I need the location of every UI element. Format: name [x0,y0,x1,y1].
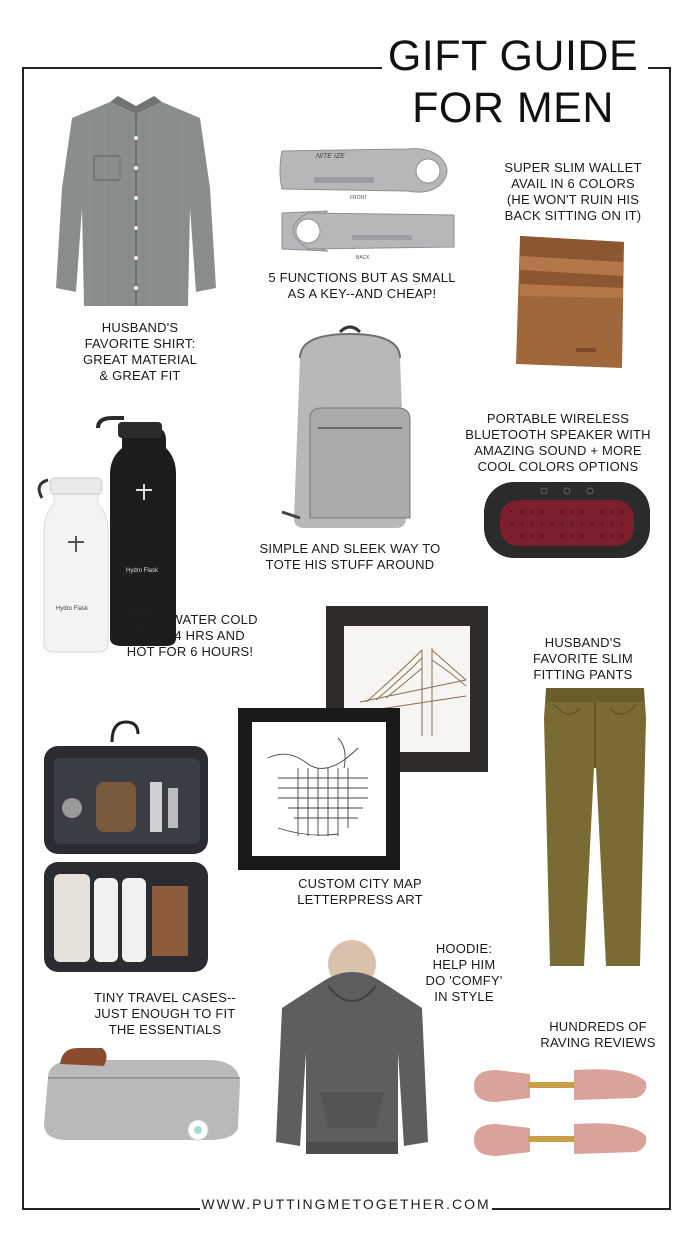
shoe-trees-caption: HUNDREDS OF RAVING REVIEWS [540,1019,656,1050]
shoe-trees-image[interactable] [470,1064,650,1162]
frame-top-right [648,67,670,69]
keytool-image[interactable] [278,143,458,263]
shirt-caption: HUSBAND'S FAVORITE SHIRT: GREAT MATERIAL & GREAT FIT [82,320,198,383]
hoodie-caption: HOODIE: HELP HIM DO 'COMFY' IN STYLE [425,941,503,1004]
backpack-caption: SIMPLE AND SLEEK WAY TO TOTE HIS STUFF AROUND [259,541,441,572]
keytool-front-label: FRONT [350,195,368,201]
frame-left [22,67,24,1209]
speaker-caption: PORTABLE WIRELESS BLUETOOTH SPEAKER WITH AMAZING SOUND + MORE COOL COLORS OPTIONS [465,411,651,474]
wallet-caption: SUPER SLIM WALLET AVAIL IN 6 COLORS (HE WON'T RUIN HIS BACK SITTING ON IT) [504,160,642,223]
pants-image[interactable] [540,688,650,968]
city-map-art-image[interactable] [238,708,400,870]
wallet-image[interactable] [512,232,632,372]
bottle-brand-black: Hydro Flask [126,568,159,574]
keytool-caption: 5 FUNCTIONS BUT AS SMALL AS A KEY--AND CHEAP! [268,270,456,301]
bottles-caption: KEEPS WATER COLD FOR 24 HRS AND HOT FOR 6 HOURS! [122,612,258,659]
toiletry-bag-image[interactable] [40,718,212,974]
title-line-1: GIFT GUIDE [387,32,639,80]
frame-top-left [22,67,382,69]
travel-case-caption: TINY TRAVEL CASES-- JUST ENOUGH TO FIT THE ESSENTIALS [93,990,237,1037]
keytool-back-label: BACK [356,255,370,261]
shirt-image[interactable] [50,98,222,310]
page-title [384,30,642,134]
backpack-image[interactable] [280,328,420,533]
map-art-caption: CUSTOM CITY MAP LETTERPRESS ART [297,876,423,907]
bottle-brand-white: Hydro Flask [56,606,89,612]
pants-caption: HUSBAND'S FAVORITE SLIM FITTING PANTS [533,635,633,682]
footer-url[interactable]: WWW.PUTTINGMETOGETHER.COM [201,1196,491,1212]
title-line-2: FOR MEN [412,84,614,132]
dopp-kit-image[interactable] [38,1044,250,1144]
speaker-image[interactable] [482,480,652,560]
hoodie-image[interactable] [272,942,432,1156]
keytool-brand: NITE IZE [316,153,345,160]
frame-right [669,67,671,1209]
